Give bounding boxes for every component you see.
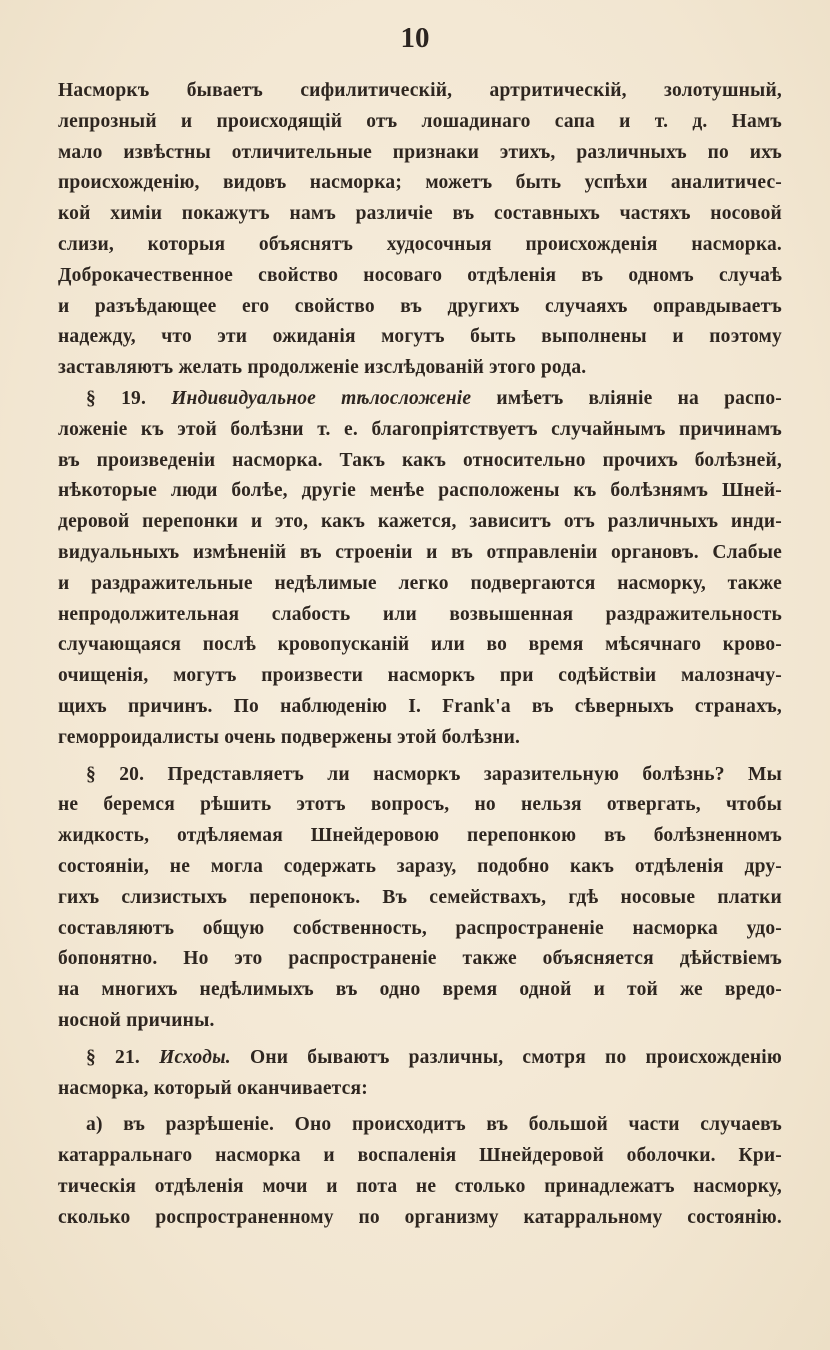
text-line: тическія отдѣленія мочи и пота не столько принадлежатъ насморку, [58,1175,782,1197]
text-line: видуальныхъ измѣненій въ строеніи и въ отправленіи органовъ. Слабые [58,541,782,563]
text-line: составляютъ общую собственность, распространеніе насморка удо- [58,917,782,939]
paragraph-item-a [58,1110,782,1233]
page-number: 10 [400,22,430,54]
text-line: лепрозный и происходящій отъ лошадинаго сапа и т. д. Намъ [58,110,782,132]
text-line: не беремся рѣшить этотъ вопросъ, но нельзя отвергать, чтобы [58,794,782,816]
section-title: Исходы. [159,1046,231,1068]
text-line: въ произведеніи насморка. Такъ какъ относительно прочихъ болѣзней, [58,449,782,471]
text-line: непродолжительная слабость или возвышенная раздражительность [58,603,782,625]
text-line: и разъѣдающее его свойство въ другихъ случаяхъ оправдываетъ [58,295,782,317]
section-heading-line [58,384,782,415]
section-number: § 19. [86,387,147,409]
text-line: § 20. Представляетъ ли насморкъ заразительную болѣзнь? Мы [86,763,782,785]
section-lead-text: Они бываютъ различны, смотря по происхожденію [249,1046,782,1068]
text-line: на многихъ недѣлимыхъ въ одно время одной и той же вредо- [58,979,782,1001]
text-line: деровой перепонки и это, какъ кажется, зависитъ отъ различныхъ инди- [58,511,782,533]
text-line: происхожденію, видовъ насморка; можетъ быть успѣхи аналитичес- [58,172,782,194]
text-line: нѣкоторые люди болѣе, другіе менѣе расположены къ болѣзнямъ Шней- [58,480,782,502]
text-line: очищенія, могутъ произвести насморкъ при содѣйствіи малозначу- [58,665,782,687]
text-line: случающаяся послѣ кровопусканій или во время мѣсячнаго крово- [58,634,782,656]
section-number: § 21. [86,1046,140,1068]
text-line: бопонятно. Но это распространеніе также объясняется дѣйствіемъ [58,948,782,970]
text-line: состояніи, не могла содержать заразу, подобно какъ отдѣленія дру- [58,855,782,877]
text-line: Доброкачественное свойство носоваго отдѣленія въ одномъ случаѣ [58,264,782,286]
text-line: геморроидалисты очень подвержены этой болѣзни. [58,726,521,748]
text-line: жидкость, отдѣляемая Шнейдеровою перепонкою въ болѣзненномъ [58,825,782,847]
section-title: Индивидуальное тѣлосложеніе [171,387,472,409]
text-line: надежду, что эти ожиданія могутъ быть выполнены и поэтому [58,326,782,348]
text-line: мало извѣстны отличительные признаки этихъ, различныхъ по ихъ [58,141,782,163]
text-line: Насморкъ бываетъ сифилитическій, артритическій, золотушный, [58,80,782,101]
text-line: насморка, который оканчивается: [58,1077,368,1099]
body-text [58,76,782,1233]
paragraph-section-20 [58,760,782,1037]
text-line: слизи, которыя объяснятъ худосочныя происхожденія насморка. [58,233,782,255]
text-line: и раздражительные недѣлимые легко подвергаются насморку, также [58,572,782,594]
paragraph-section-21 [58,1043,782,1105]
text-line: a) въ разрѣшеніе. Оно происходитъ въ большой части случаевъ [86,1114,782,1136]
section-heading-line [58,1043,782,1074]
section-lead-text: имѣетъ вліяніе на распо- [496,387,782,409]
text-line: заставляютъ желать продолженіе изслѣдованій этого рода. [58,357,587,379]
text-line: кой химіи покажутъ намъ различіе въ составныхъ частяхъ носовой [58,203,782,225]
text-line: катарральнаго насморка и воспаленія Шнейдеровой оболочки. Кри- [58,1145,782,1167]
text-line: щихъ причинъ. По наблюденію I. Frank'a въ сѣверныхъ странахъ, [58,695,782,717]
text-line: гихъ слизистыхъ перепонокъ. Въ семействахъ, гдѣ носовые платки [58,886,782,908]
text-line: ложеніе къ этой болѣзни т. е. благопріятствуетъ случайнымъ причинамъ [58,418,782,440]
text-line: носной причины. [58,1009,215,1031]
paragraph-section-19 [58,384,782,754]
text-line: сколько роспространенному по организму катарральному состоянію. [58,1206,782,1228]
paragraph [58,76,782,384]
